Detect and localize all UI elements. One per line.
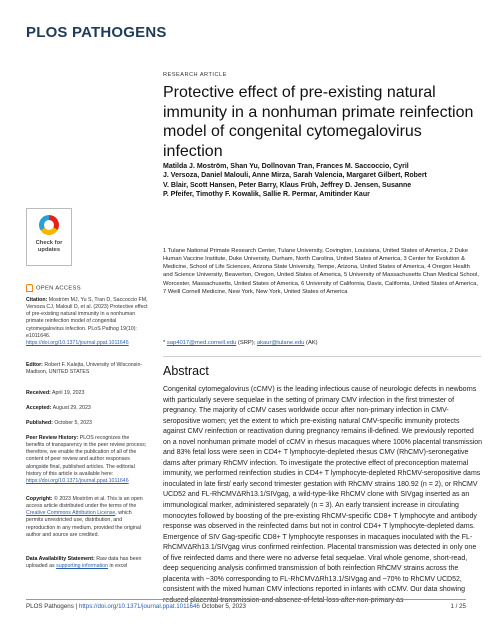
- corr-sep: (SRP);: [237, 340, 256, 346]
- journal-name-part2: PATHOGENS: [72, 24, 167, 41]
- affiliations: 1 Tulane National Primate Research Center, Tulane University, Covington, Louisiana, United States of America, 2 Duke Human Vaccine Institute, Duke University, Durham, North Carolina, United States of America, 3 Center for Evolution & Medicine, School of Life Sciences, Arizona State University, Tempe, Arizona, United States of America, 4 Oregon Health and Science University, Beaverton, Oregon, United States of America, 5 University of Massachusetts Chan Medical School, Worcester, Massachusetts, United States of America, 6 University of California, Davis, California, United States of America, 7 Weill Cornell Medicine, New York, New York, United States of America: [163, 248, 479, 295]
- peer-review-link[interactable]: https://doi.org/10.1371/journal.ppat.1011646: [26, 477, 129, 484]
- author-line-1: Matilda J. Moström, Shan Yu, Dollnovan Tran, Frances M. Saccoccio, Cyril: [163, 163, 409, 170]
- correspondence: [163, 340, 481, 346]
- citation-block: Citation: Moström MJ, Yu S, Tran D, Saccoccio FM, Versoza CJ, Malouli D, et al. (2023) Protective effect of pre-existing natural immunity in a nonhuman primate reinfection model of congenital cytomegalovirus infection. PLoS Pathog 19(10): e1011646. https://doi.org/10.1371/journal.ppat.1011646: [26, 297, 148, 346]
- author-list: [163, 162, 481, 199]
- author-line-3: V. Blair, Scott Hansen, Peter Barry, Klaus Früh, Jeffrey D. Jensen, Susanne: [163, 181, 412, 189]
- page-footer: PLOS Pathogens | https://doi.org/10.1371/journal.ppat.1011646 October 5, 2023 1 / 25: [26, 603, 466, 610]
- author-line-2: J. Versoza, Daniel Malouli, Anne Mirza, Sarah Valencia, Margaret Gilbert, Robert: [163, 172, 427, 180]
- footer-journal: PLOS Pathogens: [26, 603, 74, 610]
- corr-star: *: [163, 340, 166, 346]
- abstract-text: Congenital cytomegalovirus (cCMV) is the leading infectious cause of neurologic defects in newborns with particularly severe sequelae in the setting of primary CMV infection in the first trimester of pregnancy. The majority of cCMV cases worldwide occur after non-primary infection in CMV-seropositive women; yet the extent to which pre-existing natural CMV-specific immunity protects against CMV reinfection or reactivation during pregnancy remains ill-defined. We previously reported on a novel nonhuman primate model of cCMV in rhesus macaques where 100% placental transmission and 83% fetal loss were seen in CD4+ T lymphocyte-depleted rhesus CMV (RhCMV)-seronegative dams after primary RhCMV infection. To investigate the protective effect of preconception maternal immunity, we performed reinfection studies in CD4+ T lymphocyte-depleted RhCMV-seropositive dams inoculated in late first/ early second trimester gestation with RhCMV strains 180.92 (n = 2), or RhCMV UCD52 and FL-RhCMVΔRh13.1/SIVgag, a wild-type-like RhCMV clone with SIVgag inserted as an immunological marker, administered separately (n = 3). An early transient increase in circulating monocytes followed by boosting of the pre-existing RhCMV-specific CD8+ T lymphocyte and antibody response was observed in the reinfected dams but not in control CD4+ T lymphocyte-depleted dams. Emergence of SIV Gag-specific CD8+ T lymphocyte responses in macaques inoculated with the FL-RhCMVΔRh13.1/SIVgag virus confirmed reinfection. Placental transmission was detected in only one of five reinfected dams and there were no adverse fetal sequelae. Viral whole genome, short-read, deep sequencing analysis confirmed transmission of both reinfection RhCMV strains across the placenta with ~30% corresponding to FL-RhCMVΔRh13.1/SIVgag and ~70% to RhCMV UCD52, consistent with the mixed human CMV infections reported in infants with cCMV. Our data showing reduced placental transmission and absence of fetal loss after non-primary as: [163, 386, 483, 604]
- accepted-block: Accepted: August 29, 2023: [26, 405, 91, 411]
- journal-name-part1: PLOS: [26, 24, 68, 41]
- footer-doi-link[interactable]: https://doi.org/10.1371/journal.ppat.1011646: [78, 603, 200, 610]
- footer-date: October 5, 2023: [201, 603, 246, 610]
- page-number: 1 / 25: [450, 603, 466, 610]
- open-lock-icon: [26, 284, 33, 292]
- copyright-block: Copyright: © 2023 Moström et al. This is an open access article distributed under the terms of the Creative Commons Attribution License, which permits unrestricted use, distribution, and reproduction in any medium, provided the original author and source are credited.: [26, 496, 143, 538]
- author-line-4: P. Pfeifer, Timothy F. Kowalik, Sallie R. Permar, Amitinder Kaur: [163, 190, 370, 198]
- corr-tail: (AK): [306, 340, 318, 346]
- corr-email-2[interactable]: akaur@tulane.edu: [256, 340, 305, 346]
- badge-label: Check for updates: [35, 240, 63, 253]
- received-block: Received: April 19, 2023: [26, 390, 85, 396]
- article-title: Protective effect of pre-existing natural immunity in a nonhuman primate reinfection model of congenital cytomegalovirus infection: [163, 84, 474, 160]
- published-block: Published: October 5, 2023: [26, 420, 92, 426]
- data-availability-block: Data Availability Statement: Raw data has been uploaded as supporting information in excel: [26, 556, 142, 570]
- supporting-info-link[interactable]: supporting information: [56, 563, 109, 570]
- license-link[interactable]: Creative Commons Attribution License: [26, 510, 116, 517]
- peer-review-block: Peer Review History: PLOS recognizes the benefits of transparency in the peer review process; therefore, we enable the publication of all of the content of peer review and author responses alongside final, published articles. The editorial history of this article is available here: https://doi.org/10.1371/journal.ppat.1011646: [26, 435, 147, 484]
- journal-logo[interactable]: [26, 24, 167, 41]
- corr-email-1[interactable]: sap4017@med.cornell.edu: [166, 340, 237, 346]
- footer-rule: [26, 599, 466, 600]
- check-for-updates-badge[interactable]: [26, 208, 72, 266]
- citation-doi-link[interactable]: https://doi.org/10.1371/journal.ppat.1011646: [26, 339, 129, 346]
- abstract-heading: Abstract: [163, 364, 209, 378]
- divider: [163, 356, 481, 357]
- open-access-label: OPEN ACCESS: [26, 284, 81, 292]
- editor-block: Editor: Robert F. Kalejta, University of Wisconsin-Madison, UNITED STATES: [26, 362, 143, 376]
- article-type: RESEARCH ARTICLE: [163, 72, 227, 78]
